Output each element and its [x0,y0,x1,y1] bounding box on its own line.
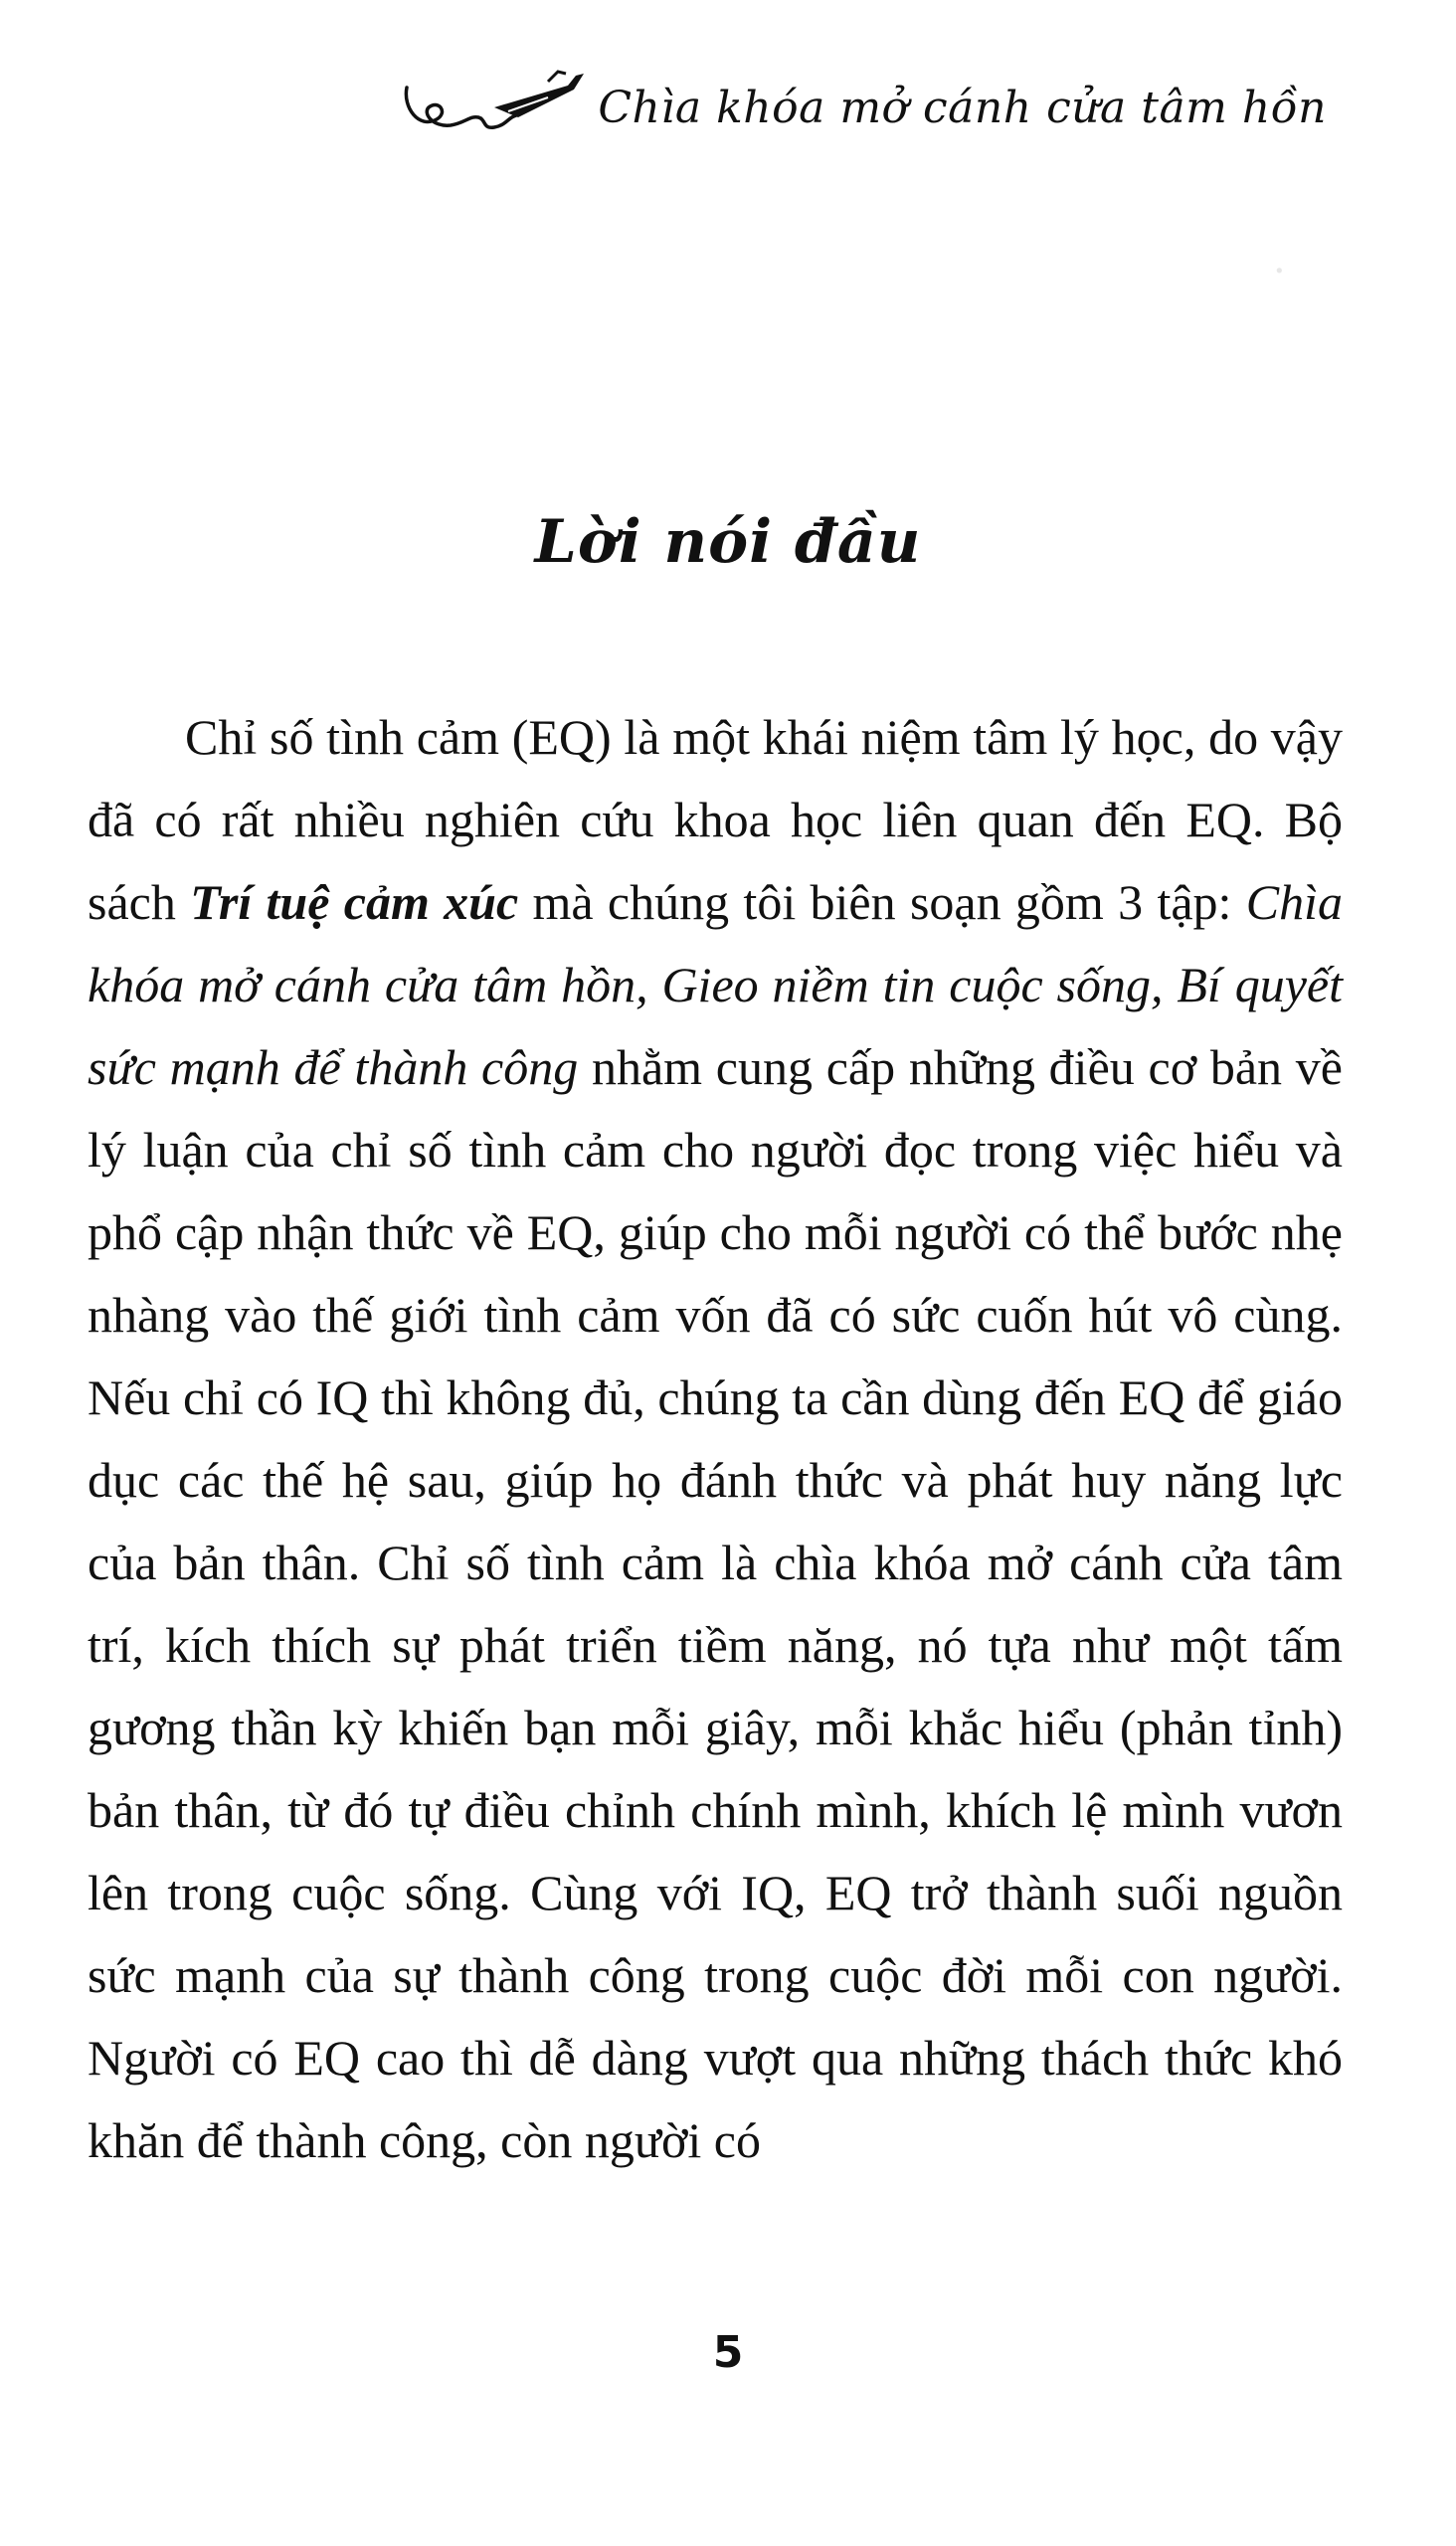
bleed-through-decoration: · [1273,249,1286,294]
body-paragraph [88,696,1343,2182]
running-header [399,68,1327,147]
quill-pen-swirl-icon [399,68,588,147]
volume-titles: Chìa khóa mở cánh cửa tâm hồn, Gieo niềm tin cuộc sống, Bí quyết sức mạnh để thành công [88,874,1344,1095]
paragraph-text-part-1: Chỉ số tình cảm (EQ) là một khái niệm tâm lý học, do vậy đã có rất nhiều nghiên cứu khoa học liên quan đến EQ. Bộ sách [88,709,1343,930]
chapter-title: Lời nói đầu [534,507,922,578]
book-series-title: Trí tuệ cảm xúc [190,874,519,930]
running-header-title: Chìa khóa mở cánh cửa tâm hồn [598,82,1327,133]
paragraph-text-part-2: mà chúng tôi biên soạn gồm 3 tập: [518,874,1246,930]
paragraph-text-part-3: nhằm cung cấp những điều cơ bản về lý luận của chỉ số tình cảm cho người đọc trong việc hiểu và phổ cập nhận thức về EQ, giúp cho mỗi người có thể bước nhẹ nhàng vào thế giới tình cảm vốn đã có sức cuốn hút vô cùng. Nếu chỉ có IQ thì không đủ, chúng ta cần dùng đến EQ để giáo dục các thế hệ sau, giúp họ đánh thức và phát huy năng lực của bản thân. Chỉ số tình cảm là chìa khóa mở cánh cửa tâm trí, kích thích sự phát triển tiềm năng, nó tựa như một tấm gương thần kỳ khiến bạn mỗi giây, mỗi khắc hiểu (phản tỉnh) bản thân, từ đó tự điều chỉnh chính mình, khích lệ mình vươn lên trong cuộc sống. Cùng với IQ, EQ trở thành suối nguồn sức mạnh của sự thành công trong cuộc đời mỗi con người. Người có EQ cao thì dễ dàng vượt qua những thách thức khó khăn để thành công, còn người có [88,1039,1343,2168]
page-number: 5 [712,2327,744,2378]
